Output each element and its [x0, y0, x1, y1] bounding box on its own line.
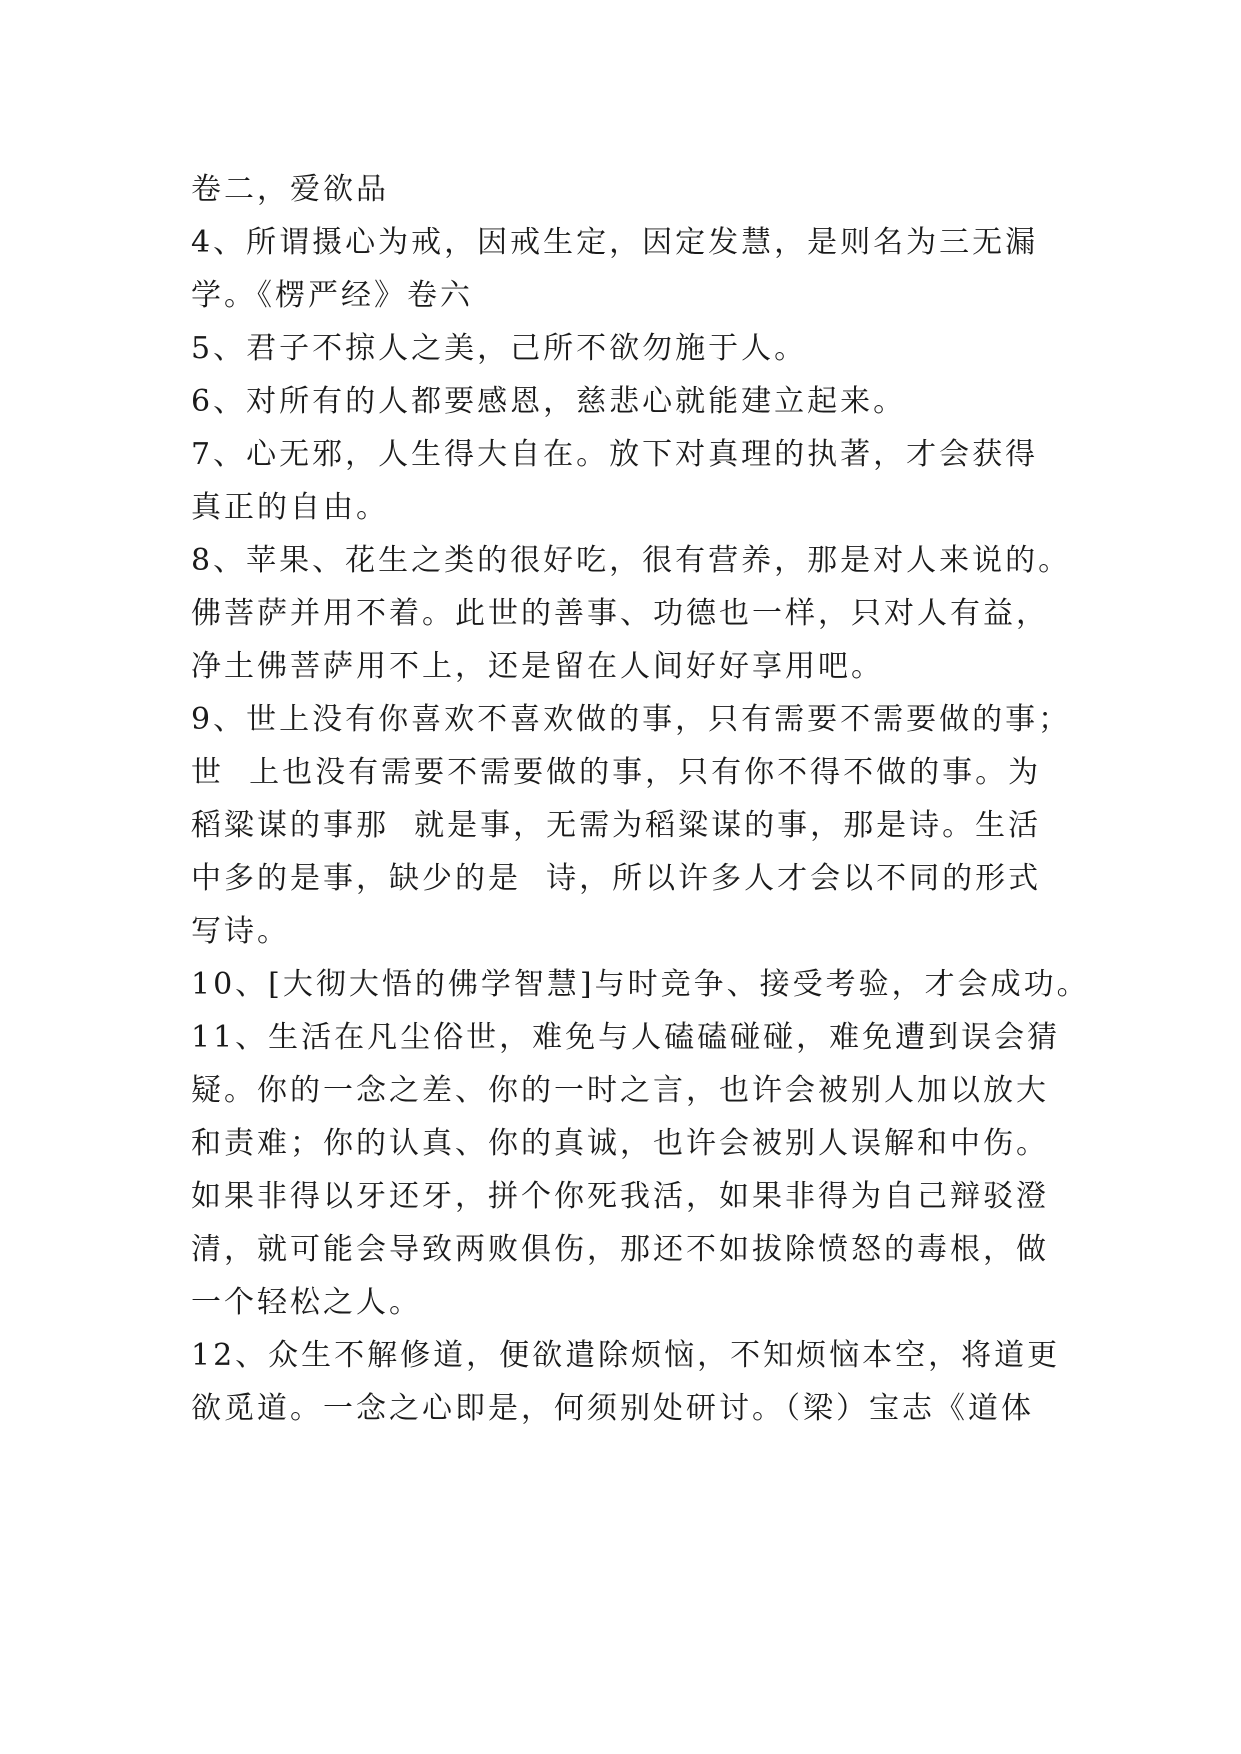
text-line: 清，就可能会导致两败俱伤，那还不如拔除愤怒的毒根，做 — [191, 1232, 1049, 1267]
text-line: 世 上也没有需要不需要做的事，只有你不得不做的事。为 — [191, 755, 1042, 790]
text-line: 写诗。 — [191, 914, 290, 949]
text-line: 4、所谓摄心为戒，因戒生定，因定发慧，是则名为三无漏 — [191, 225, 1039, 260]
text-line: 6、对所有的人都要感恩，慈悲心就能建立起来。 — [191, 384, 907, 419]
text-line: 中多的是事，缺少的是 诗，所以许多人才会以不同的形式 — [191, 861, 1042, 896]
text-line: 7、心无邪，人生得大自在。放下对真理的执著，才会获得 — [191, 437, 1039, 472]
text-line: 12、众生不解修道，便欲遣除烦恼，不知烦恼本空，将道更 — [191, 1338, 1061, 1373]
text-line: 9、世上没有你喜欢不喜欢做的事，只有需要不需要做的事； — [191, 702, 1072, 737]
text-line: 如果非得以牙还牙，拼个你死我活，如果非得为自己辩驳澄 — [191, 1179, 1049, 1214]
text-line: 真正的自由。 — [191, 490, 389, 525]
text-line: 学。《楞严经》卷六 — [191, 278, 473, 313]
text-line: 疑。你的一念之差、你的一时之言，也许会被别人加以放大 — [191, 1073, 1049, 1108]
text-line: 5、君子不掠人之美，己所不欲勿施于人。 — [191, 331, 808, 366]
text-line: 佛菩萨并用不着。此世的善事、功德也一样，只对人有益， — [191, 596, 1049, 631]
text-line: 11、生活在凡尘俗世，难免与人磕磕碰碰，难免遭到误会猜 — [191, 1020, 1061, 1055]
text-line: 欲觅道。一念之心即是，何须别处研讨。（梁）宝志《道体 — [191, 1391, 1034, 1426]
body-text — [191, 163, 1090, 1435]
text-line: 卷二，爱欲品 — [191, 172, 389, 207]
text-line: 净土佛菩萨用不上，还是留在人间好好享用吧。 — [191, 649, 884, 684]
text-line: 10、[大彻大悟的佛学智慧]与时竞争、接受考验，才会成功。 — [191, 967, 1090, 1002]
text-line: 稻粱谋的事那 就是事，无需为稻粱谋的事，那是诗。生活 — [191, 808, 1042, 843]
text-line: 一个轻松之人。 — [191, 1285, 422, 1320]
text-line: 8、苹果、花生之类的很好吃，很有营养，那是对人来说的。 — [191, 543, 1072, 578]
text-line: 和责难；你的认真、你的真诚，也许会被别人误解和中伤。 — [191, 1126, 1049, 1161]
